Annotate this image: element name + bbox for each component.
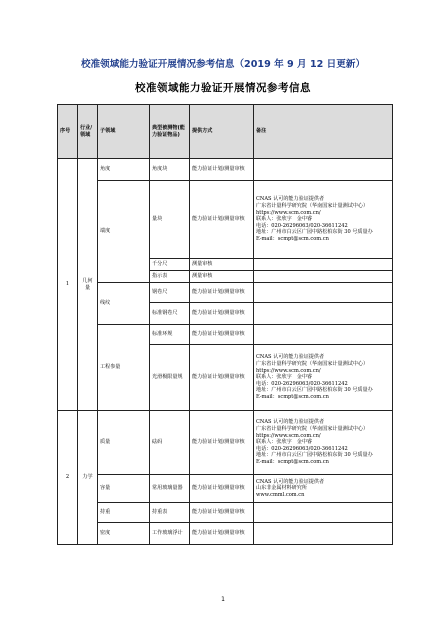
item-cell: 钢卷尺 xyxy=(150,283,190,303)
table-header-row xyxy=(58,105,393,159)
method-cell: 能力验证计划/测量审核 xyxy=(190,159,254,181)
item-cell: 标准钢卷尺 xyxy=(150,303,190,325)
item-cell: 量块 xyxy=(150,181,190,259)
method-cell: 能力验证计划/测量审核 xyxy=(190,475,254,503)
page-number: 1 xyxy=(221,596,225,603)
header-typical-item: 典型被测物(能力验证物品) xyxy=(150,105,190,159)
table-row xyxy=(58,503,393,523)
item-cell: 标准环规 xyxy=(150,325,190,345)
note-cell: CNAS 认可的能力验证提供者 广东省计量科学研究院（华南国家计量测试中心） https://www.scm.com.cn/ 联系人：张欣宇 金中睿 电话：020-26296063/020-36611242 地址：广州市白云区广园中路松柏东街 30 号质量办 E-mail：scmpt@scm.com.cn xyxy=(254,411,393,475)
group-field: 几何量 xyxy=(78,159,98,411)
table-row xyxy=(58,159,393,181)
group-field: 力学 xyxy=(78,411,98,545)
note-cell: CNAS 认可的能力验证提供者 广东省计量科学研究院（华南国家计量测试中心） https://www.scm.com.cn/ 联系人：张欣宇 金中睿 电话：020-26296063/020-36611242 地址：广州市白云区广园中路松柏东街 30 号质量办 E-mail：scmpt@scm.com.cn xyxy=(254,345,393,411)
subfield-cell: 容量 xyxy=(98,475,150,503)
note-cell xyxy=(254,259,393,271)
method-cell: 测量审核 xyxy=(190,259,254,271)
note-cell xyxy=(254,503,393,523)
method-cell: 能力验证计划/测量审核 xyxy=(190,283,254,303)
note-cell xyxy=(254,159,393,181)
note-cell: CNAS 认可的能力验证提供者 山东非金属材料研究所 www.cmml.com.cn xyxy=(254,475,393,503)
item-cell: 千分尺 xyxy=(150,259,190,271)
note-cell xyxy=(254,303,393,325)
method-cell: 测量审核 xyxy=(190,271,254,283)
method-cell: 能力验证计划/测量审核 xyxy=(190,181,254,259)
header-note: 备注 xyxy=(254,105,393,159)
document-top-title: 校准领域能力验证开展情况参考信息（2019 年 9 月 12 日更新） xyxy=(80,59,366,70)
note-cell xyxy=(254,283,393,303)
table-row xyxy=(58,283,393,303)
subfield-cell: 线纹 xyxy=(98,283,150,325)
note-cell xyxy=(254,271,393,283)
method-cell: 能力验证计划/测量审核 xyxy=(190,503,254,523)
method-cell: 能力验证计划/测量审核 xyxy=(190,345,254,411)
group-seq: 1 xyxy=(58,159,78,411)
item-cell: 常用玻璃量器 xyxy=(150,475,190,503)
item-cell: 指示表 xyxy=(150,271,190,283)
subfield-cell: 质量 xyxy=(98,411,150,475)
header-seq: 序号 xyxy=(58,105,78,159)
header-method: 提供方式 xyxy=(190,105,254,159)
method-cell: 能力验证计划/测量审核 xyxy=(190,303,254,325)
method-cell: 能力验证计划/测量审核 xyxy=(190,523,254,545)
note-cell xyxy=(254,523,393,545)
note-cell: CNAS 认可的能力验证提供者 广东省计量科学研究院（华南国家计量测试中心） https://www.scm.com.cn/ 联系人：张欣宇 金中睿 电话：020-26296063/020-36611242 地址：广州市白云区广园中路松柏东街 30 号质量办 E-mail：scmpt@scm.com.cn xyxy=(254,181,393,259)
subfield-cell: 端度 xyxy=(98,181,150,283)
subfield-cell: 角度 xyxy=(98,159,150,181)
item-cell: 角度块 xyxy=(150,159,190,181)
method-cell: 能力验证计划/测量审核 xyxy=(190,411,254,475)
subfield-cell: 密度 xyxy=(98,523,150,545)
document-sub-title: 校准领域能力验证开展情况参考信息 xyxy=(135,82,311,94)
item-cell: 砝码 xyxy=(150,411,190,475)
item-cell: 光滑极限量规 xyxy=(150,345,190,411)
table-row xyxy=(58,325,393,345)
note-cell xyxy=(254,325,393,345)
subfield-cell: 持重 xyxy=(98,503,150,523)
method-cell: 能力验证计划/测量审核 xyxy=(190,325,254,345)
calibration-pt-table xyxy=(57,104,393,545)
header-field: 行业/领域 xyxy=(78,105,98,159)
subfield-cell: 工程参量 xyxy=(98,325,150,411)
table-row xyxy=(58,523,393,545)
group-seq: 2 xyxy=(58,411,78,545)
header-subfield: 子领域 xyxy=(98,105,150,159)
item-cell: 工作玻璃浮计 xyxy=(150,523,190,545)
table-row xyxy=(58,475,393,503)
item-cell: 持重表 xyxy=(150,503,190,523)
table-row xyxy=(58,411,393,475)
table-row xyxy=(58,181,393,259)
